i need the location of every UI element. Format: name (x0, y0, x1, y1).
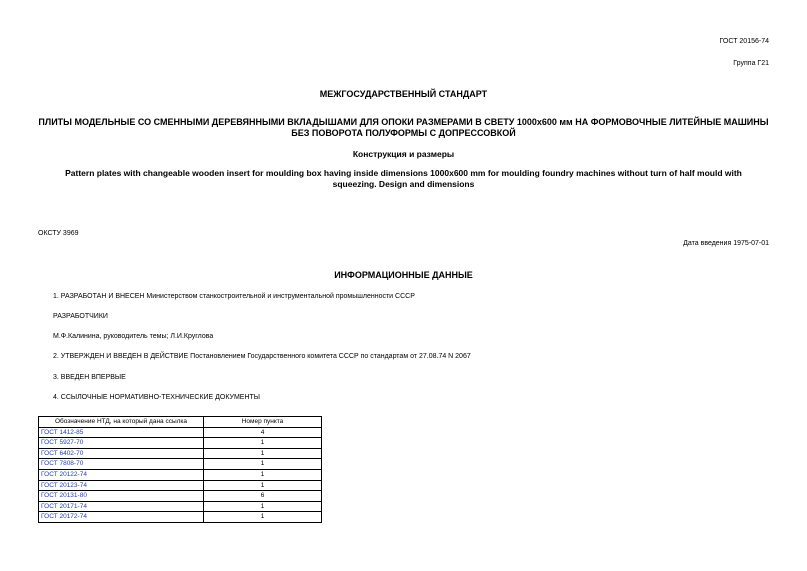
table-row (39, 427, 322, 438)
document-id: ГОСТ 20156-74 (719, 38, 769, 45)
paragraph-number: 1 (204, 459, 322, 470)
reference-link[interactable]: ГОСТ 6402-70 (41, 449, 84, 457)
reference-link[interactable]: ГОСТ 7808-70 (41, 460, 84, 468)
paragraph-number: 1 (204, 438, 322, 449)
reference-link[interactable]: ГОСТ 20131-80 (41, 492, 87, 500)
table-row (39, 512, 322, 523)
paragraph-number: 4 (204, 427, 322, 438)
reference-link[interactable]: ГОСТ 20172-74 (41, 513, 87, 521)
reference-link[interactable]: ГОСТ 20122-74 (41, 470, 87, 478)
table-row (39, 448, 322, 459)
paragraph-number: 1 (204, 501, 322, 512)
item-references: 4. ССЫЛОЧНЫЕ НОРМАТИВНО-ТЕХНИЧЕСКИЕ ДОКУМЕНТЫ (53, 394, 260, 401)
info-heading: ИНФОРМАЦИОННЫЕ ДАННЫЕ (334, 270, 473, 280)
reference-link[interactable]: ГОСТ 20171-74 (41, 502, 87, 510)
title-ru-line1: ПЛИТЫ МОДЕЛЬНЫЕ СО СМЕННЫМИ ДЕРЕВЯННЫМИ ВКЛАДЫШАМИ ДЛЯ ОПОКИ РАЗМЕРАМИ В СВЕТУ 1000x600 мм НА ФОРМОВОЧНЫЕ ЛИТЕЙНЫЕ МАШИНЫ (38, 117, 769, 127)
group-label: Группа Г21 (733, 60, 769, 67)
subtitle-ru: Конструкция и размеры (352, 149, 455, 159)
developers-label: РАЗРАБОТЧИКИ (53, 313, 108, 320)
item-approved: 2. УТВЕРЖДЕН И ВВЕДЕН В ДЕЙСТВИЕ Постановлением Государственного комитета СССР по стандартам от 27.08.74 N 2067 (53, 353, 471, 360)
item-developed: 1. РАЗРАБОТАН И ВНЕСЕН Министерством станкостроительной и инструментальной промышленности СССР (53, 293, 415, 300)
reference-link[interactable]: ГОСТ 20123-74 (41, 481, 87, 489)
table-row (39, 491, 322, 502)
oksty-code: ОКСТУ 3969 (38, 230, 79, 237)
paragraph-number: 1 (204, 480, 322, 491)
table-row (39, 459, 322, 470)
column-header-document: Обозначение НТД, на который дана ссылка (39, 417, 204, 428)
developers-names: М.Ф.Калинина, руководитель темы; Л.И.Круглова (53, 333, 214, 340)
column-header-paragraph: Номер пункта (204, 417, 322, 428)
paragraph-number: 1 (204, 469, 322, 480)
title-en-line1: Pattern plates with changeable wooden insert for moulding box having inside dimensions 1000x600 mm for moulding foundry machines without turn of half mould with (65, 168, 742, 178)
table-row (39, 438, 322, 449)
reference-link[interactable]: ГОСТ 1412-85 (41, 428, 84, 436)
table-header-row (39, 417, 322, 428)
paragraph-number: 1 (204, 512, 322, 523)
intro-date: Дата введения 1975-07-01 (683, 240, 769, 247)
item-introduced: 3. ВВЕДЕН ВПЕРВЫЕ (53, 374, 126, 381)
title-en-line2: squeezing. Design and dimensions (332, 179, 475, 189)
table-row (39, 501, 322, 512)
reference-link[interactable]: ГОСТ 5927-70 (41, 439, 84, 447)
paragraph-number: 1 (204, 448, 322, 459)
table-row (39, 480, 322, 491)
standard-type: МЕЖГОСУДАРСТВЕННЫЙ СТАНДАРТ (319, 89, 488, 99)
table-row (39, 469, 322, 480)
paragraph-number: 6 (204, 491, 322, 502)
title-ru-line2: БЕЗ ПОВОРОТА ПОЛУФОРМЫ С ДОПРЕССОВКОЙ (291, 128, 516, 138)
references-table (38, 416, 322, 523)
